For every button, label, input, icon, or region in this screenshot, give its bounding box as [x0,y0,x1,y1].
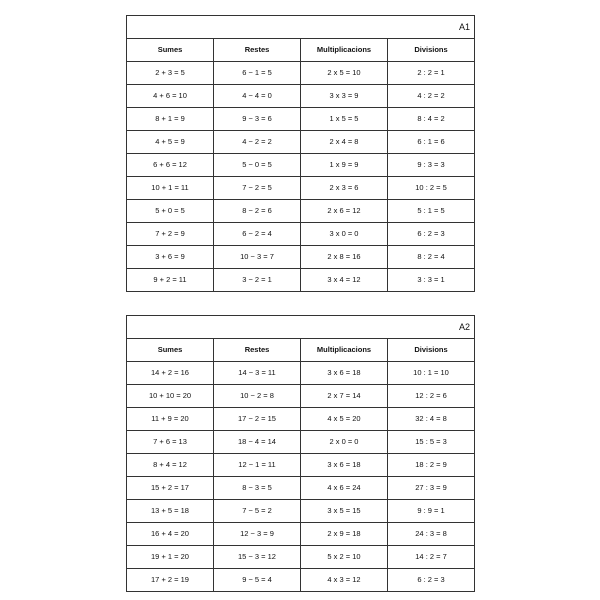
division-cell: 18 : 2 = 9 [388,454,475,477]
subtraction-cell: 8 − 3 = 5 [214,477,301,500]
sum-cell: 8 + 1 = 9 [127,108,214,131]
multiplication-cell: 2 x 4 = 8 [301,131,388,154]
sum-cell: 10 + 1 = 11 [127,177,214,200]
subtraction-cell: 3 − 2 = 1 [214,269,301,292]
subtraction-cell: 15 − 3 = 12 [214,546,301,569]
multiplication-cell: 5 x 2 = 10 [301,546,388,569]
sheet-label: A2 [127,316,475,339]
multiplication-cell: 3 x 0 = 0 [301,223,388,246]
sheet-label: A1 [127,16,475,39]
division-cell: 8 : 2 = 4 [388,246,475,269]
multiplication-cell: 4 x 5 = 20 [301,408,388,431]
division-cell: 24 : 3 = 8 [388,523,475,546]
multiplication-cell: 2 x 8 = 16 [301,246,388,269]
multiplication-cell: 2 x 5 = 10 [301,62,388,85]
worksheet-table-a2 [126,315,475,592]
subtraction-cell: 14 − 3 = 11 [214,362,301,385]
exercise-row [127,131,475,154]
subtraction-cell: 12 − 3 = 9 [214,523,301,546]
column-header-sums: Sumes [127,339,214,362]
division-cell: 10 : 1 = 10 [388,362,475,385]
exercise-row [127,431,475,454]
subtraction-cell: 6 − 1 = 5 [214,62,301,85]
division-cell: 5 : 1 = 5 [388,200,475,223]
sum-cell: 4 + 5 = 9 [127,131,214,154]
sum-cell: 10 + 10 = 20 [127,385,214,408]
column-header-multiplications: Multiplicacions [301,39,388,62]
sum-cell: 4 + 6 = 10 [127,85,214,108]
division-cell: 15 : 5 = 3 [388,431,475,454]
division-cell: 8 : 4 = 2 [388,108,475,131]
sum-cell: 15 + 2 = 17 [127,477,214,500]
sum-cell: 3 + 6 = 9 [127,246,214,269]
subtraction-cell: 12 − 1 = 11 [214,454,301,477]
exercise-row [127,269,475,292]
exercise-row [127,200,475,223]
division-cell: 32 : 4 = 8 [388,408,475,431]
division-cell: 14 : 2 = 7 [388,546,475,569]
multiplication-cell: 3 x 5 = 15 [301,500,388,523]
multiplication-cell: 3 x 4 = 12 [301,269,388,292]
sheet-title-row [127,16,475,39]
sum-cell: 6 + 6 = 12 [127,154,214,177]
exercise-row [127,246,475,269]
exercise-row [127,85,475,108]
division-cell: 12 : 2 = 6 [388,385,475,408]
worksheet-table-a1 [126,15,475,292]
division-cell: 2 : 2 = 1 [388,62,475,85]
exercise-row [127,223,475,246]
exercise-row [127,546,475,569]
sum-cell: 16 + 4 = 20 [127,523,214,546]
subtraction-cell: 17 − 2 = 15 [214,408,301,431]
division-cell: 9 : 3 = 3 [388,154,475,177]
division-cell: 27 : 3 = 9 [388,477,475,500]
division-cell: 3 : 3 = 1 [388,269,475,292]
division-cell: 6 : 2 = 3 [388,569,475,592]
subtraction-cell: 10 − 3 = 7 [214,246,301,269]
multiplication-cell: 3 x 6 = 18 [301,362,388,385]
column-header-subtractions: Restes [214,339,301,362]
subtraction-cell: 6 − 2 = 4 [214,223,301,246]
header-row [127,339,475,362]
subtraction-cell: 8 − 2 = 6 [214,200,301,223]
exercise-row [127,523,475,546]
exercise-row [127,177,475,200]
multiplication-cell: 2 x 9 = 18 [301,523,388,546]
exercise-row [127,62,475,85]
sum-cell: 17 + 2 = 19 [127,569,214,592]
column-header-divisions: Divisions [388,339,475,362]
sum-cell: 13 + 5 = 18 [127,500,214,523]
column-header-subtractions: Restes [214,39,301,62]
exercise-row [127,108,475,131]
subtraction-cell: 9 − 5 = 4 [214,569,301,592]
sum-cell: 7 + 6 = 13 [127,431,214,454]
multiplication-cell: 2 x 7 = 14 [301,385,388,408]
exercise-row [127,362,475,385]
exercise-row [127,408,475,431]
exercise-row [127,454,475,477]
sum-cell: 14 + 2 = 16 [127,362,214,385]
sum-cell: 7 + 2 = 9 [127,223,214,246]
multiplication-cell: 4 x 6 = 24 [301,477,388,500]
division-cell: 6 : 2 = 3 [388,223,475,246]
exercise-row [127,154,475,177]
column-header-divisions: Divisions [388,39,475,62]
exercise-row [127,569,475,592]
sum-cell: 9 + 2 = 11 [127,269,214,292]
division-cell: 10 : 2 = 5 [388,177,475,200]
multiplication-cell: 2 x 6 = 12 [301,200,388,223]
subtraction-cell: 10 − 2 = 8 [214,385,301,408]
sum-cell: 8 + 4 = 12 [127,454,214,477]
multiplication-cell: 1 x 5 = 5 [301,108,388,131]
column-header-sums: Sumes [127,39,214,62]
division-cell: 6 : 1 = 6 [388,131,475,154]
subtraction-cell: 4 − 4 = 0 [214,85,301,108]
subtraction-cell: 9 − 3 = 6 [214,108,301,131]
subtraction-cell: 7 − 2 = 5 [214,177,301,200]
sum-cell: 11 + 9 = 20 [127,408,214,431]
sum-cell: 19 + 1 = 20 [127,546,214,569]
header-row [127,39,475,62]
multiplication-cell: 1 x 9 = 9 [301,154,388,177]
sum-cell: 5 + 0 = 5 [127,200,214,223]
subtraction-cell: 18 − 4 = 14 [214,431,301,454]
exercise-row [127,500,475,523]
division-cell: 4 : 2 = 2 [388,85,475,108]
division-cell: 9 : 9 = 1 [388,500,475,523]
multiplication-cell: 2 x 0 = 0 [301,431,388,454]
multiplication-cell: 2 x 3 = 6 [301,177,388,200]
sheet-title-row [127,316,475,339]
multiplication-cell: 3 x 6 = 18 [301,454,388,477]
multiplication-cell: 3 x 3 = 9 [301,85,388,108]
subtraction-cell: 7 − 5 = 2 [214,500,301,523]
exercise-row [127,477,475,500]
exercise-row [127,385,475,408]
multiplication-cell: 4 x 3 = 12 [301,569,388,592]
sum-cell: 2 + 3 = 5 [127,62,214,85]
subtraction-cell: 4 − 2 = 2 [214,131,301,154]
subtraction-cell: 5 − 0 = 5 [214,154,301,177]
column-header-multiplications: Multiplicacions [301,339,388,362]
